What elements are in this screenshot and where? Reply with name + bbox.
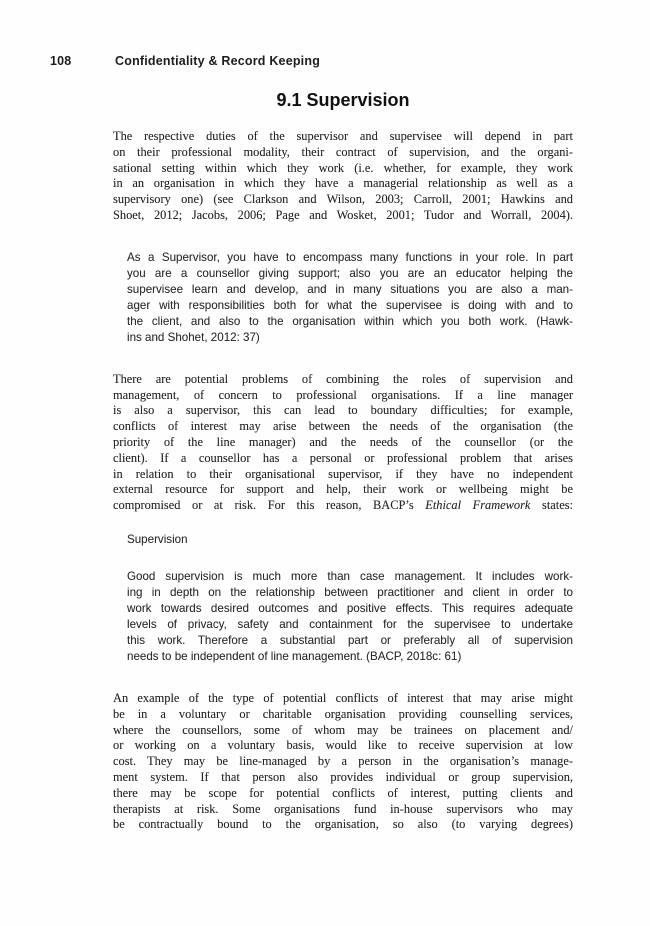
text-line: is also a supervisor, this can lead to boundary difficulties; for example, bbox=[113, 403, 573, 418]
page-header bbox=[50, 54, 573, 70]
text-line: priority of the line manager) and the needs of the counsellor (or the bbox=[113, 434, 573, 449]
text-line: the client, and also to the organisation within which you both work. (Hawk- bbox=[127, 314, 573, 328]
text-line: client). If a counsellor has a personal or professional problem that arises bbox=[113, 450, 573, 465]
text-line: levels of privacy, safety and containment for the supervisee to undertake bbox=[127, 617, 573, 631]
text-line: there may be scope for potential conflicts of interest, putting clients and bbox=[113, 785, 573, 800]
text-line: in an organisation in which they have a managerial relationship as well as a bbox=[113, 176, 573, 191]
quote-heading: Supervision bbox=[127, 532, 188, 546]
text-line: supervisee learn and develop, and in many situations you are also a man- bbox=[127, 282, 573, 296]
text-line: There are potential problems of combining the roles of supervision and bbox=[113, 371, 573, 386]
text-line: Good supervision is much more than case management. It includes work- bbox=[127, 569, 573, 583]
text-line: therapists at risk. Some organisations fund in-house supervisors who may bbox=[113, 801, 573, 816]
text-line: ins and Shohet, 2012: 37) bbox=[127, 330, 260, 344]
text-line: sational setting within which they work (i.e. whether, for example, they work bbox=[113, 160, 573, 175]
text-line: work towards desired outcomes and positive effects. This requires adequate bbox=[127, 601, 573, 615]
block-quote bbox=[127, 532, 573, 665]
text-line: in relation to their organisational supervisor, if they have no independent bbox=[113, 466, 573, 481]
text-line: The respective duties of the supervisor and supervisee will depend in part bbox=[113, 129, 573, 143]
text-line: As a Supervisor, you have to encompass many functions in your role. In part bbox=[127, 250, 573, 264]
text-line: be in a voluntary or charitable organisation providing counselling services, bbox=[113, 706, 573, 721]
text-line: Shoet, 2012; Jacobs, 2006; Page and Wosket, 2001; Tudor and Worrall, 2004). bbox=[113, 207, 573, 222]
text-line: ment system. If that person also provides individual or group supervision, bbox=[113, 769, 573, 784]
text-line: supervisory one) (see Clarkson and Wilson, 2003; Carroll, 2001; Hawkins and bbox=[113, 192, 573, 207]
running-head: Confidentiality & Record Keeping bbox=[115, 54, 321, 68]
text-line: management, of concern to professional organisations. If a line manager bbox=[113, 387, 573, 402]
page-body bbox=[113, 129, 573, 833]
page-number: 108 bbox=[50, 54, 72, 68]
text-line: ager with responsibilities both for what the supervisee is doing with and to bbox=[127, 298, 573, 312]
section-title: 9.1 Supervision bbox=[276, 90, 410, 110]
text-line: An example of the type of potential conflicts of interest that may arise might bbox=[113, 690, 573, 705]
text-line: external resource for support and help, their work or wellbeing might be bbox=[113, 482, 573, 497]
text-line: cost. They may be line-managed by a person in the organisation’s manage- bbox=[113, 754, 573, 769]
block-quote bbox=[127, 250, 573, 346]
text-line: where the counsellors, some of whom may be trainees on placement and/ bbox=[113, 722, 573, 737]
text-line: be contractually bound to the organisation, so also (to varying degrees) bbox=[113, 817, 573, 832]
text-line: you are a counsellor giving support; also you are an educator helping the bbox=[127, 266, 573, 280]
text-line: this work. Therefore a substantial part or preferably all of supervision bbox=[127, 633, 573, 647]
body-paragraph bbox=[113, 129, 573, 224]
text-line: ing in depth on the relationship between practitioner and client in order to bbox=[127, 585, 573, 599]
text-line: needs to be independent of line management. (BACP, 2018c: 61) bbox=[127, 649, 462, 663]
text-line: on their professional modality, their contract of supervision, and the organi- bbox=[113, 144, 573, 159]
text-line: or working on a voluntary basis, would like to receive supervision at low bbox=[113, 738, 573, 753]
body-paragraph bbox=[113, 691, 573, 833]
text-line: conflicts of interest may arise between the needs of the organisation (the bbox=[113, 419, 573, 434]
text-line: compromised or at risk. For this reason, BACP’s Ethical Framework states: bbox=[113, 498, 573, 513]
body-paragraph bbox=[113, 372, 573, 514]
